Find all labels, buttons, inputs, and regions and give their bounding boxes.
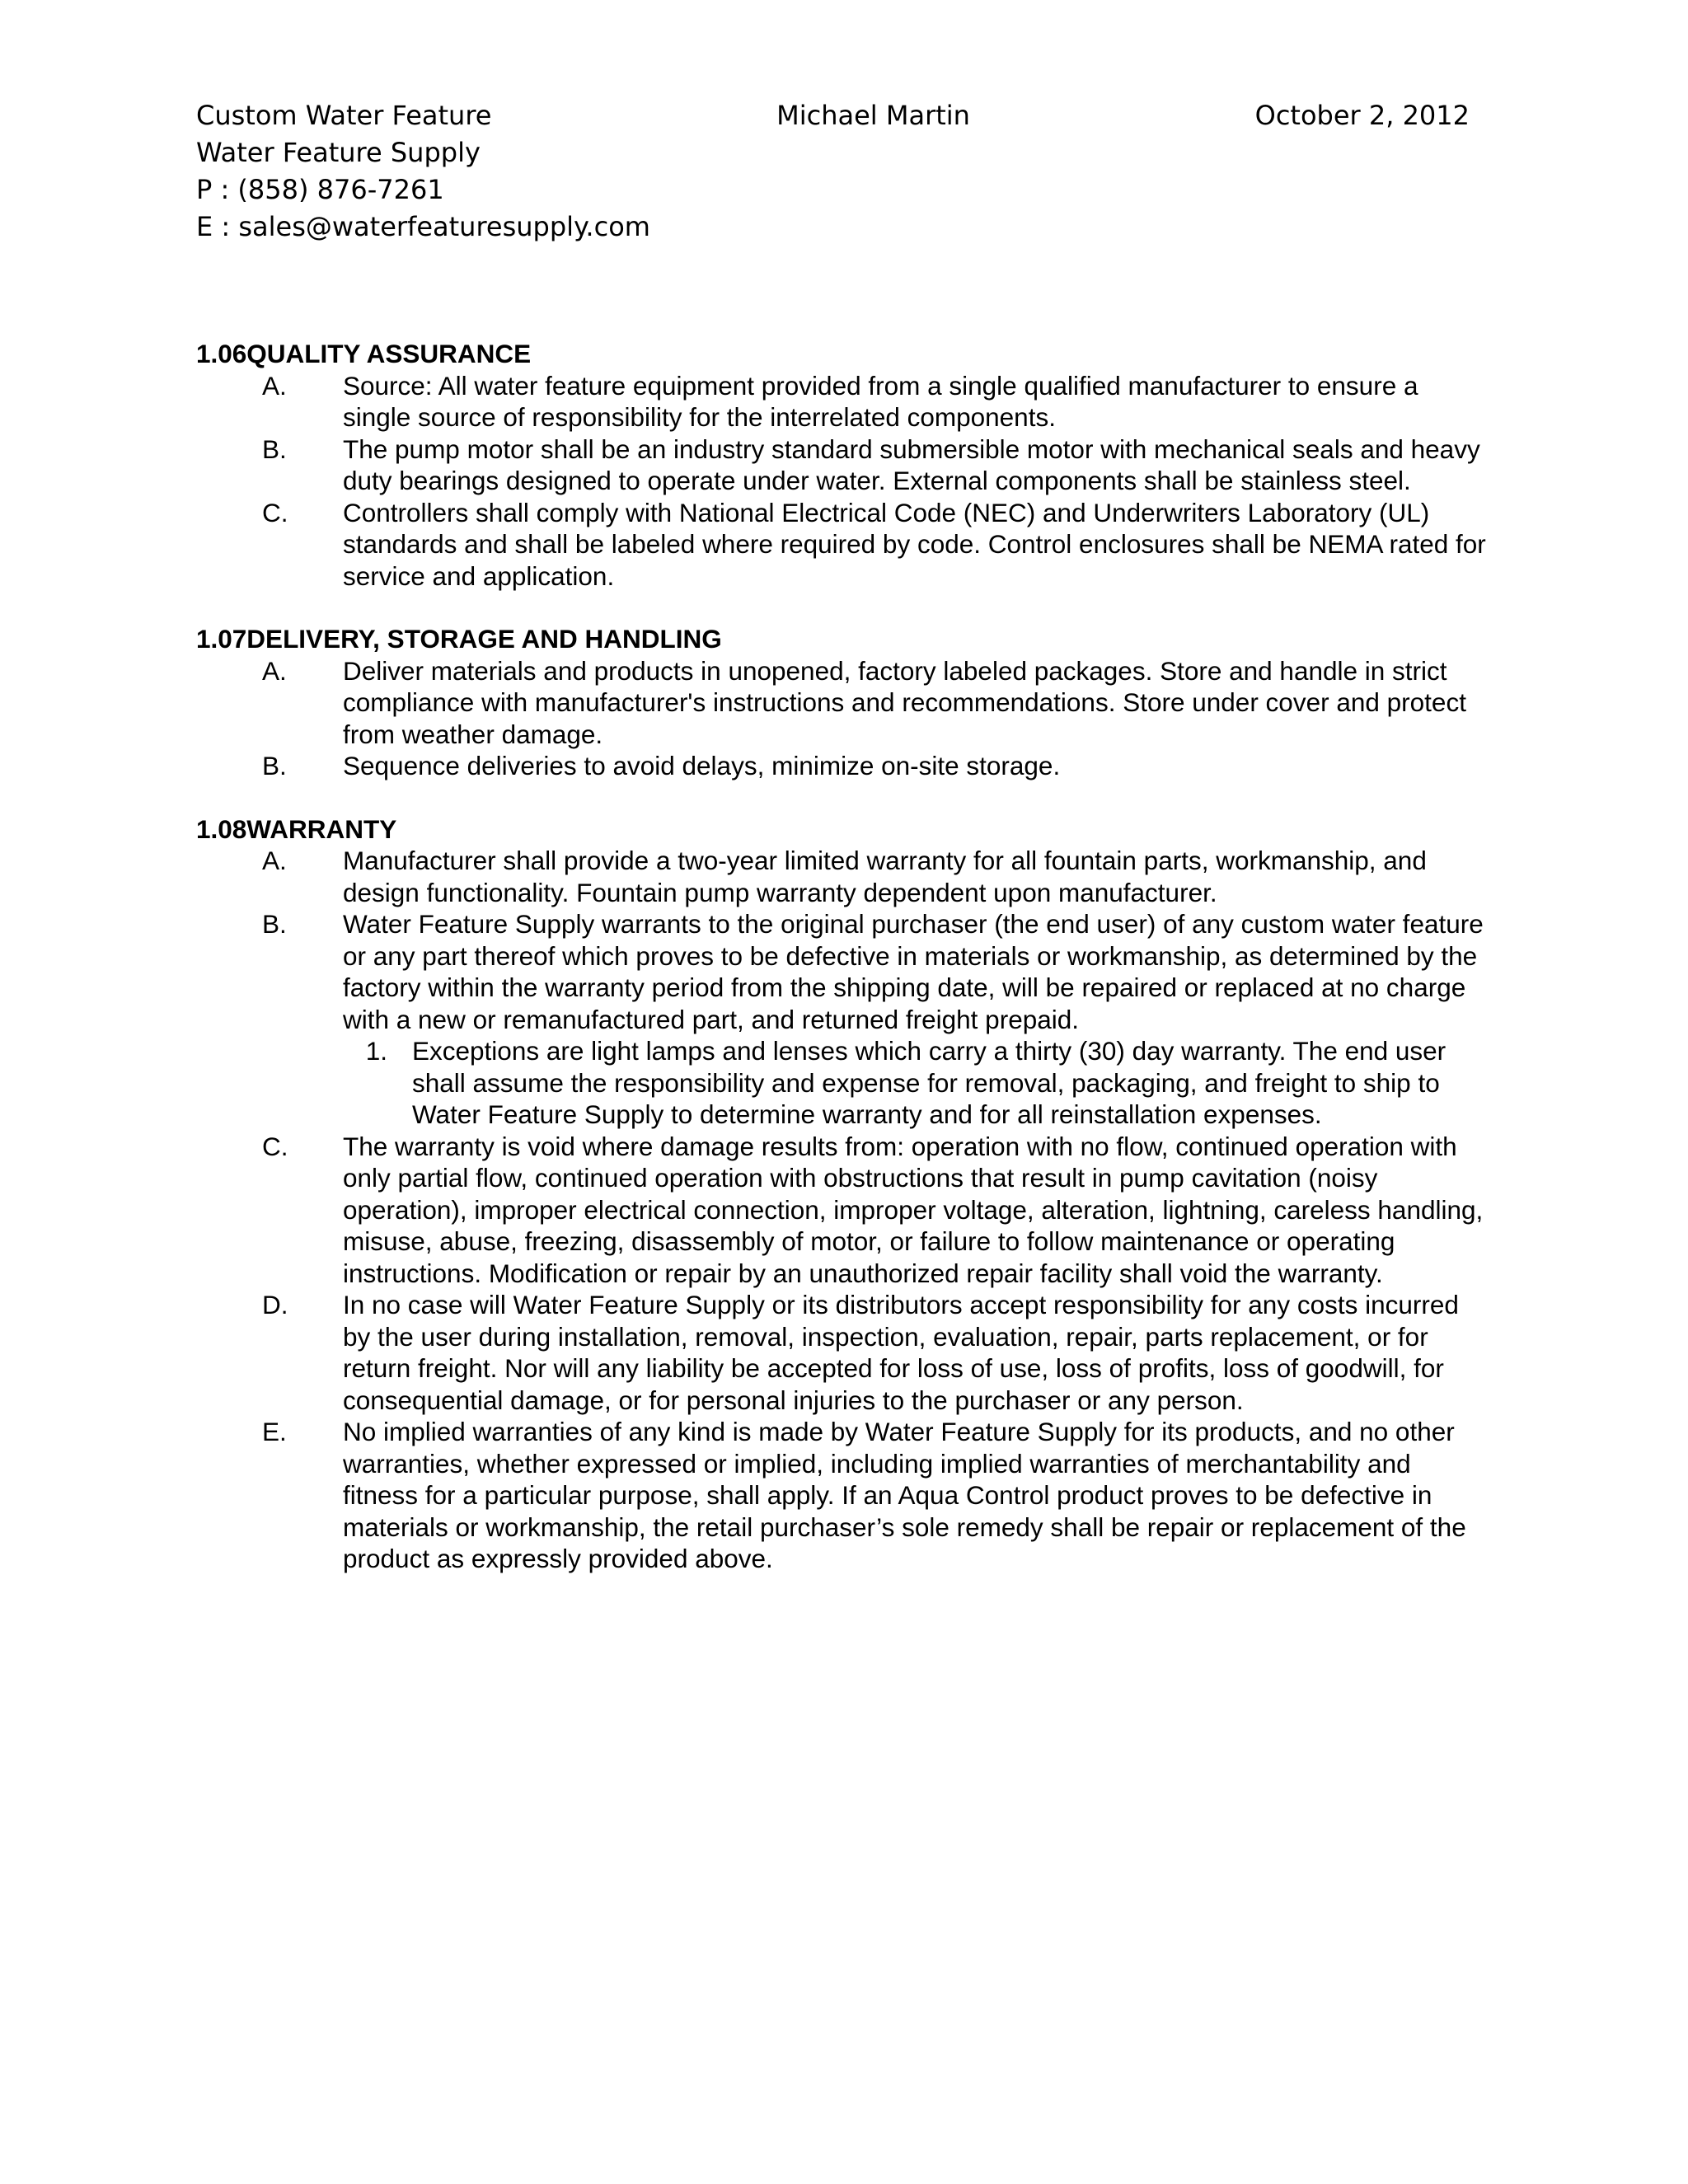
- item-label: C.: [262, 497, 288, 527]
- item-text: Manufacturer shall provide a two-year limited warranty for all fountain parts, workmanship, and design functionality. Fountain pump warranty dependent upon manufacturer.: [343, 846, 1427, 907]
- item-label: A.: [262, 846, 287, 875]
- list-item: [196, 1131, 1490, 1290]
- section-quality-assurance: [196, 338, 1490, 592]
- contact-name: Michael Martin: [776, 100, 970, 131]
- document-body: [196, 338, 1490, 1606]
- project-name: Custom Water Feature: [196, 100, 492, 131]
- sub-list-item: [196, 1035, 1490, 1131]
- section-delivery-storage-handling: [196, 623, 1490, 782]
- list-item: [196, 1289, 1490, 1416]
- item-text: The pump motor shall be an industry standard submersible motor with mechanical seals and heavy duty bearings designed to operate under water. External components shall be stainless steel.: [343, 434, 1480, 495]
- item-text: Water Feature Supply warrants to the original purchaser (the end user) of any custom water feature or any part thereof which proves to be defective in materials or workmanship, as determined by the factory within the warranty period from the shipping date, will be repaired or replaced at no charge with a new or remanufactured part, and returned freight prepaid.: [343, 909, 1484, 1034]
- list-item: [196, 434, 1490, 497]
- item-label: E.: [262, 1417, 287, 1446]
- item-label: D.: [262, 1290, 288, 1319]
- list-item: [196, 497, 1490, 593]
- item-label: B.: [262, 909, 287, 939]
- company-name: Water Feature Supply: [196, 137, 481, 168]
- item-text: In no case will Water Feature Supply or its distributors accept responsibility for any costs incurred by the user during installation, removal, inspection, evaluation, repair, parts replacement, or for return freight. Nor will any liability be accepted for loss of use, loss of profits, loss of goodwill, for consequential damage, or for personal injuries to the purchaser or any person.: [343, 1290, 1459, 1415]
- header-top-row: [196, 97, 1470, 134]
- list-item: [196, 1416, 1490, 1575]
- sub-item-text: Exceptions are light lamps and lenses which carry a thirty (30) day warranty. The end user shall assume the responsibility and expense for removal, packaging, and freight to ship to Water Feature Supply to determine warranty and for all reinstallation expenses.: [412, 1036, 1447, 1129]
- item-label: A.: [262, 655, 287, 686]
- section-heading: 1.06QUALITY ASSURANCE: [196, 339, 532, 368]
- list-item: [196, 908, 1490, 1035]
- item-label: C.: [262, 1131, 288, 1161]
- sub-item-label: 1.: [365, 1036, 387, 1066]
- item-text: The warranty is void where damage results from: operation with no flow, continued operation with only partial flow, continued operation with obstructions that result in pump cavitation (noisy operation), improper electrical connection, improper voltage, alteration, lightning, careless handling, misuse, abuse, freezing, disassembly of motor, or failure to follow maintenance or operating instructions. Modification or repair by an unauthorized repair facility shall void the warranty.: [343, 1131, 1484, 1288]
- item-label: B.: [262, 434, 287, 464]
- item-text: Deliver materials and products in unopened, factory labeled packages. Store and handle in strict compliance with manufacturer's instructions and recommendations. Store under cover and protect from weather damage.: [343, 655, 1466, 749]
- list-item: [196, 750, 1490, 782]
- item-label: B.: [262, 751, 287, 780]
- company-email: E : sales@waterfeaturesupply.com: [196, 211, 650, 242]
- list-item: [196, 370, 1490, 434]
- item-text: Controllers shall comply with National Electrical Code (NEC) and Underwriters Laboratory (UL) standards and shall be labeled where required by code. Control enclosures shall be NEMA rated for service and application.: [343, 497, 1486, 591]
- company-phone: P : (858) 876-7261: [196, 174, 444, 205]
- section-warranty: [196, 813, 1490, 1575]
- item-text: Source: All water feature equipment provided from a single qualified manufacturer to ensure a single source of responsibility for the interrelated components.: [343, 370, 1418, 432]
- document-header: [196, 97, 1470, 246]
- item-text: Sequence deliveries to avoid delays, minimize on-site storage.: [343, 751, 1061, 780]
- section-heading: 1.08WARRANTY: [196, 813, 397, 844]
- item-label: A.: [262, 370, 287, 401]
- document-date: October 2, 2012: [1254, 100, 1470, 131]
- item-text: No implied warranties of any kind is made by Water Feature Supply for its products, and no other warranties, whether expressed or implied, including implied warranties of merchantability and fitness for a particular purpose, shall apply. If an Aqua Control product proves to be defective in materials or workmanship, the retail purchaser’s sole remedy shall be repair or replacement of the product as expressly provided above.: [343, 1417, 1466, 1573]
- section-heading: 1.07DELIVERY, STORAGE AND HANDLING: [196, 624, 722, 654]
- list-item: [196, 655, 1490, 751]
- list-item: [196, 845, 1490, 908]
